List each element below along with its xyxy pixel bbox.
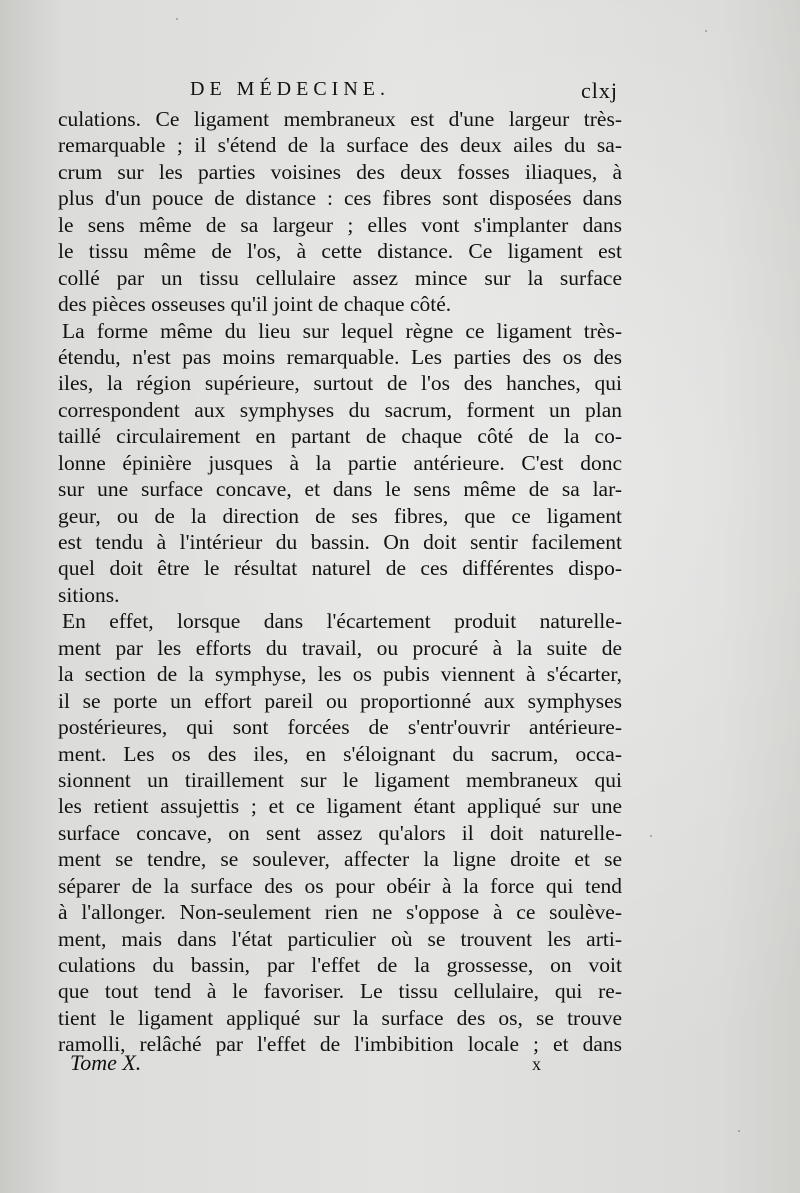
text-line: séparer de la surface des os pour obéir à la force qui tend	[58, 873, 622, 898]
text-line: étendu, n'est pas moins remarquable. Les parties des os des	[58, 344, 622, 369]
text-line: il se porte un effort pareil ou proportionné aux symphyses	[58, 688, 622, 713]
text-line: En effet, lorsque dans l'écartement produit naturelle-	[62, 609, 622, 634]
page-number: clxj	[581, 78, 618, 103]
text-line: la section de la symphyse, les os pubis viennent à s'écarter,	[58, 662, 622, 687]
text-line: sitions.	[58, 582, 120, 607]
text-line: taillé circulairement en partant de chaque côté de la co-	[58, 424, 622, 449]
text-line: le tissu même de l'os, à cette distance. Ce ligament est	[58, 239, 622, 264]
body-text	[58, 106, 622, 1058]
text-line: plus d'un pouce de distance : ces fibres sont disposées dans	[58, 186, 622, 211]
text-line: sur une surface concave, et dans le sens même de sa lar-	[58, 477, 622, 502]
paper-speck	[650, 835, 652, 837]
text-line: que tout tend à le favoriser. Le tissu cellulaire, qui re-	[58, 979, 622, 1004]
text-line: iles, la région supérieure, surtout de l'os des hanches, qui	[58, 371, 622, 396]
text-line: geur, ou de la direction de ses fibres, que ce ligament	[58, 503, 622, 528]
text-line: culations. Ce ligament membraneux est d'une largeur très-	[58, 107, 622, 131]
page-header	[58, 74, 618, 108]
text-line: le sens même de sa largeur ; elles vont s'implanter dans	[58, 212, 622, 237]
text-line: ment, mais dans l'état particulier où se trouvent les arti-	[58, 926, 622, 951]
text-line: les retient assujettis ; et ce ligament étant appliqué sur une	[58, 794, 622, 819]
text-line: remarquable ; il s'étend de la surface des deux ailes du sa-	[58, 133, 622, 158]
text-line: sionnent un tiraillement sur le ligament membraneux qui	[58, 767, 622, 792]
text-line: crum sur les parties voisines des deux fosses iliaques, à	[58, 159, 622, 184]
text-line: tient le ligament appliqué sur la surface des os, se trouve	[58, 1005, 622, 1030]
running-title: DE MÉDECINE.	[190, 78, 390, 100]
text-line: culations du bassin, par l'effet de la grossesse, on voit	[58, 953, 622, 977]
text-line: surface concave, on sent assez qu'alors il doit naturelle-	[58, 820, 622, 845]
text-line: collé par un tissu cellulaire assez mince sur la surface	[58, 265, 622, 290]
text-line: est tendu à l'intérieur du bassin. On doit sentir facilement	[58, 530, 622, 554]
text-line: correspondent aux symphyses du sacrum, forment un plan	[58, 397, 622, 422]
text-line: lonne épinière jusques à la partie antérieure. C'est donc	[58, 450, 622, 475]
paper-speck	[738, 1130, 740, 1132]
text-line: ramolli, relâché par l'effet de l'imbibition locale ; et dans	[58, 1032, 622, 1057]
volume-label: Tome X.	[70, 1050, 142, 1075]
paper-speck	[176, 18, 178, 20]
text-line: quel doit être le résultat naturel de ces différentes dispo-	[58, 556, 622, 581]
signature-mark: x	[532, 1054, 541, 1074]
paper-speck	[705, 30, 707, 32]
page-footer	[70, 1050, 550, 1084]
text-line: ment par les efforts du travail, ou procuré à la suite de	[58, 635, 622, 660]
text-line: à l'allonger. Non-seulement rien ne s'oppose à ce soulève-	[58, 900, 622, 925]
text-line: des pièces osseuses qu'il joint de chaque côté.	[58, 292, 452, 317]
text-line: postérieures, qui sont forcées de s'entr'ouvrir antérieure-	[58, 715, 622, 740]
text-line: ment se tendre, se soulever, affecter la ligne droite et se	[58, 847, 622, 872]
text-line: ment. Les os des iles, en s'éloignant du sacrum, occa-	[58, 741, 622, 766]
text-line: La forme même du lieu sur lequel règne ce ligament très-	[62, 318, 622, 343]
